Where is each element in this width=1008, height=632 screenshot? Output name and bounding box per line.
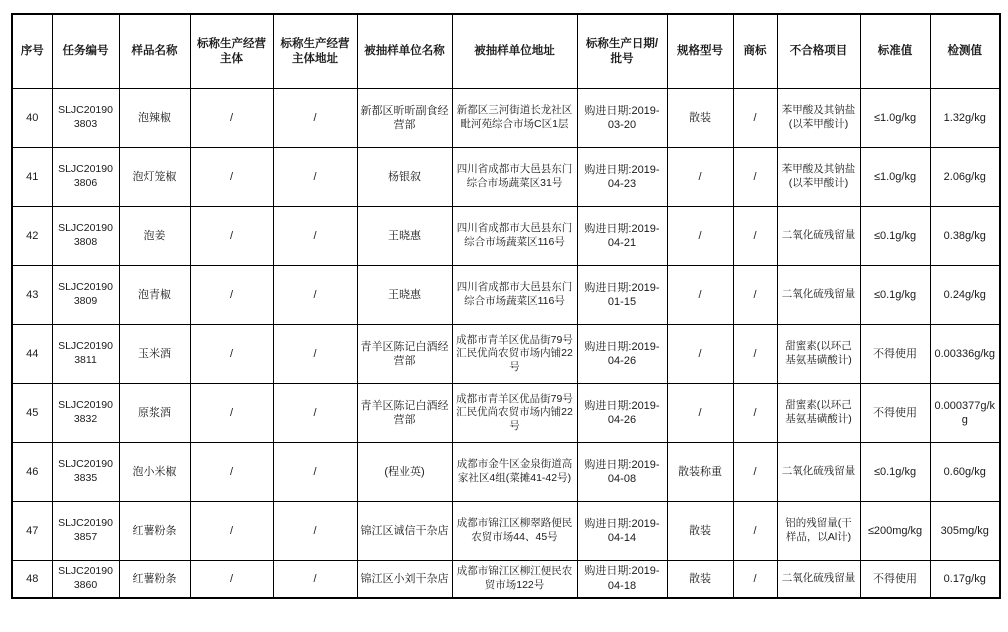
table-header: [12, 14, 1000, 89]
header-row: [12, 14, 1000, 89]
table-row: [12, 325, 1000, 384]
table-cell: /: [733, 207, 777, 266]
table-cell: 铝的残留量(干样品，以Al计): [777, 502, 860, 561]
table-cell: /: [190, 384, 273, 443]
table-cell: 43: [12, 266, 52, 325]
table-cell: 泡辣椒: [119, 89, 190, 148]
inspection-results-table: [11, 13, 1001, 599]
table-cell: 四川省成都市大邑县东门综合市场蔬菜区116号: [452, 207, 577, 266]
table-cell: /: [190, 89, 273, 148]
table-cell: /: [190, 561, 273, 598]
table-cell: /: [733, 502, 777, 561]
table-cell: /: [273, 325, 357, 384]
table-cell: /: [190, 148, 273, 207]
table-cell: 成都市青羊区优品街79号汇民优尚农贸市场内铺22号: [452, 325, 577, 384]
table-row: [12, 266, 1000, 325]
table-cell: 47: [12, 502, 52, 561]
table-cell: 不得使用: [860, 325, 930, 384]
table-cell: SLJC201903809: [52, 266, 119, 325]
table-cell: 不得使用: [860, 384, 930, 443]
table-cell: 锦江区诚信干杂店: [357, 502, 452, 561]
table-cell: 二氧化硫残留量: [777, 266, 860, 325]
table-cell: 0.24g/kg: [930, 266, 1000, 325]
table-cell: 44: [12, 325, 52, 384]
table-cell: 1.32g/kg: [930, 89, 1000, 148]
table-cell: 购进日期:2019-03-20: [577, 89, 667, 148]
table-cell: SLJC201903811: [52, 325, 119, 384]
table-cell: /: [190, 502, 273, 561]
table-cell: 购进日期:2019-04-21: [577, 207, 667, 266]
table-cell: 二氧化硫残留量: [777, 443, 860, 502]
table-body: [12, 89, 1000, 598]
column-header: 标称生产经营主体: [190, 14, 273, 89]
table-cell: 46: [12, 443, 52, 502]
table-cell: SLJC201903808: [52, 207, 119, 266]
table-cell: 新都区三河街道长龙社区毗河苑综合市场C区1层: [452, 89, 577, 148]
table-row: [12, 384, 1000, 443]
table-cell: /: [273, 207, 357, 266]
table-cell: 41: [12, 148, 52, 207]
table-cell: 红薯粉条: [119, 561, 190, 598]
table-cell: 0.60g/kg: [930, 443, 1000, 502]
table-cell: /: [273, 384, 357, 443]
table-cell: /: [733, 266, 777, 325]
column-header: 被抽样单位名称: [357, 14, 452, 89]
table-cell: 0.000377g/kg: [930, 384, 1000, 443]
column-header: 不合格项目: [777, 14, 860, 89]
table-cell: 购进日期:2019-01-15: [577, 266, 667, 325]
table-cell: 甜蜜素(以环己基氨基磺酸计): [777, 384, 860, 443]
table-cell: /: [733, 89, 777, 148]
column-header: 序号: [12, 14, 52, 89]
table-cell: SLJC201903860: [52, 561, 119, 598]
table-cell: /: [667, 148, 733, 207]
table-cell: 购进日期:2019-04-26: [577, 384, 667, 443]
table-cell: 成都市青羊区优品街79号汇民优尚农贸市场内铺22号: [452, 384, 577, 443]
table-cell: /: [190, 266, 273, 325]
column-header: 标称生产经营主体地址: [273, 14, 357, 89]
table-cell: /: [667, 325, 733, 384]
table-cell: /: [190, 443, 273, 502]
column-header: 被抽样单位地址: [452, 14, 577, 89]
table-cell: 305mg/kg: [930, 502, 1000, 561]
table-cell: ≤0.1g/kg: [860, 207, 930, 266]
table-cell: /: [733, 148, 777, 207]
table-cell: 散装称重: [667, 443, 733, 502]
table-cell: ≤0.1g/kg: [860, 266, 930, 325]
table-cell: /: [667, 266, 733, 325]
table-cell: ≤1.0g/kg: [860, 148, 930, 207]
column-header: 标称生产日期/批号: [577, 14, 667, 89]
table-cell: ≤0.1g/kg: [860, 443, 930, 502]
table-cell: 四川省成都市大邑县东门综合市场蔬菜区31号: [452, 148, 577, 207]
table-cell: (程业英): [357, 443, 452, 502]
table-row: [12, 148, 1000, 207]
table-cell: /: [667, 207, 733, 266]
table-cell: /: [733, 384, 777, 443]
table-cell: 泡青椒: [119, 266, 190, 325]
table-row: [12, 89, 1000, 148]
table-row: [12, 502, 1000, 561]
table-cell: 甜蜜素(以环己基氨基磺酸计): [777, 325, 860, 384]
table-cell: 成都市锦江区柳江便民农贸市场122号: [452, 561, 577, 598]
table-cell: 原浆酒: [119, 384, 190, 443]
table-cell: 购进日期:2019-04-18: [577, 561, 667, 598]
table-cell: 苯甲酸及其钠盐(以苯甲酸计): [777, 89, 860, 148]
table-cell: 42: [12, 207, 52, 266]
table-cell: 红薯粉条: [119, 502, 190, 561]
table-cell: 二氧化硫残留量: [777, 207, 860, 266]
table-cell: SLJC201903857: [52, 502, 119, 561]
table-cell: 锦江区小刘干杂店: [357, 561, 452, 598]
table-row: [12, 443, 1000, 502]
column-header: 任务编号: [52, 14, 119, 89]
table-cell: 二氧化硫残留量: [777, 561, 860, 598]
table-cell: 玉米酒: [119, 325, 190, 384]
table-cell: 不得使用: [860, 561, 930, 598]
table-cell: ≤200mg/kg: [860, 502, 930, 561]
column-header: 规格型号: [667, 14, 733, 89]
table-cell: SLJC201903806: [52, 148, 119, 207]
table-cell: 散装: [667, 561, 733, 598]
table-cell: 散装: [667, 89, 733, 148]
table-cell: 泡灯笼椒: [119, 148, 190, 207]
table-row: [12, 561, 1000, 598]
column-header: 标准值: [860, 14, 930, 89]
inspection-results-sheet: [11, 13, 1001, 599]
table-cell: 48: [12, 561, 52, 598]
table-cell: /: [190, 325, 273, 384]
table-cell: 0.17g/kg: [930, 561, 1000, 598]
table-cell: 成都市金牛区金泉街道高家社区4组(菜摊41-42号): [452, 443, 577, 502]
table-cell: /: [273, 148, 357, 207]
table-cell: 45: [12, 384, 52, 443]
table-cell: 泡姜: [119, 207, 190, 266]
table-cell: /: [273, 443, 357, 502]
table-cell: 青羊区陈记白酒经营部: [357, 384, 452, 443]
table-cell: /: [273, 89, 357, 148]
table-cell: 散装: [667, 502, 733, 561]
column-header: 样品名称: [119, 14, 190, 89]
table-cell: 0.00336g/kg: [930, 325, 1000, 384]
table-cell: 2.06g/kg: [930, 148, 1000, 207]
table-cell: 王晓惠: [357, 266, 452, 325]
table-cell: /: [273, 266, 357, 325]
table-cell: /: [733, 561, 777, 598]
table-cell: 杨银叙: [357, 148, 452, 207]
table-cell: 青羊区陈记白酒经营部: [357, 325, 452, 384]
table-cell: 成都市锦江区柳翠路便民农贸市场44、45号: [452, 502, 577, 561]
table-cell: SLJC201903832: [52, 384, 119, 443]
table-cell: 泡小米椒: [119, 443, 190, 502]
table-cell: 购进日期:2019-04-08: [577, 443, 667, 502]
table-cell: SLJC201903835: [52, 443, 119, 502]
table-cell: /: [273, 561, 357, 598]
table-cell: /: [190, 207, 273, 266]
table-cell: 购进日期:2019-04-14: [577, 502, 667, 561]
table-row: [12, 207, 1000, 266]
table-cell: 0.38g/kg: [930, 207, 1000, 266]
table-cell: SLJC201903803: [52, 89, 119, 148]
table-cell: 四川省成都市大邑县东门综合市场蔬菜区116号: [452, 266, 577, 325]
table-cell: ≤1.0g/kg: [860, 89, 930, 148]
table-cell: /: [667, 384, 733, 443]
table-cell: 40: [12, 89, 52, 148]
table-cell: 新都区昕昕副食经营部: [357, 89, 452, 148]
column-header: 检测值: [930, 14, 1000, 89]
column-header: 商标: [733, 14, 777, 89]
table-cell: /: [273, 502, 357, 561]
table-cell: 苯甲酸及其钠盐(以苯甲酸计): [777, 148, 860, 207]
table-cell: 购进日期:2019-04-23: [577, 148, 667, 207]
table-cell: /: [733, 443, 777, 502]
table-cell: 购进日期:2019-04-26: [577, 325, 667, 384]
table-cell: 王晓惠: [357, 207, 452, 266]
table-cell: /: [733, 325, 777, 384]
